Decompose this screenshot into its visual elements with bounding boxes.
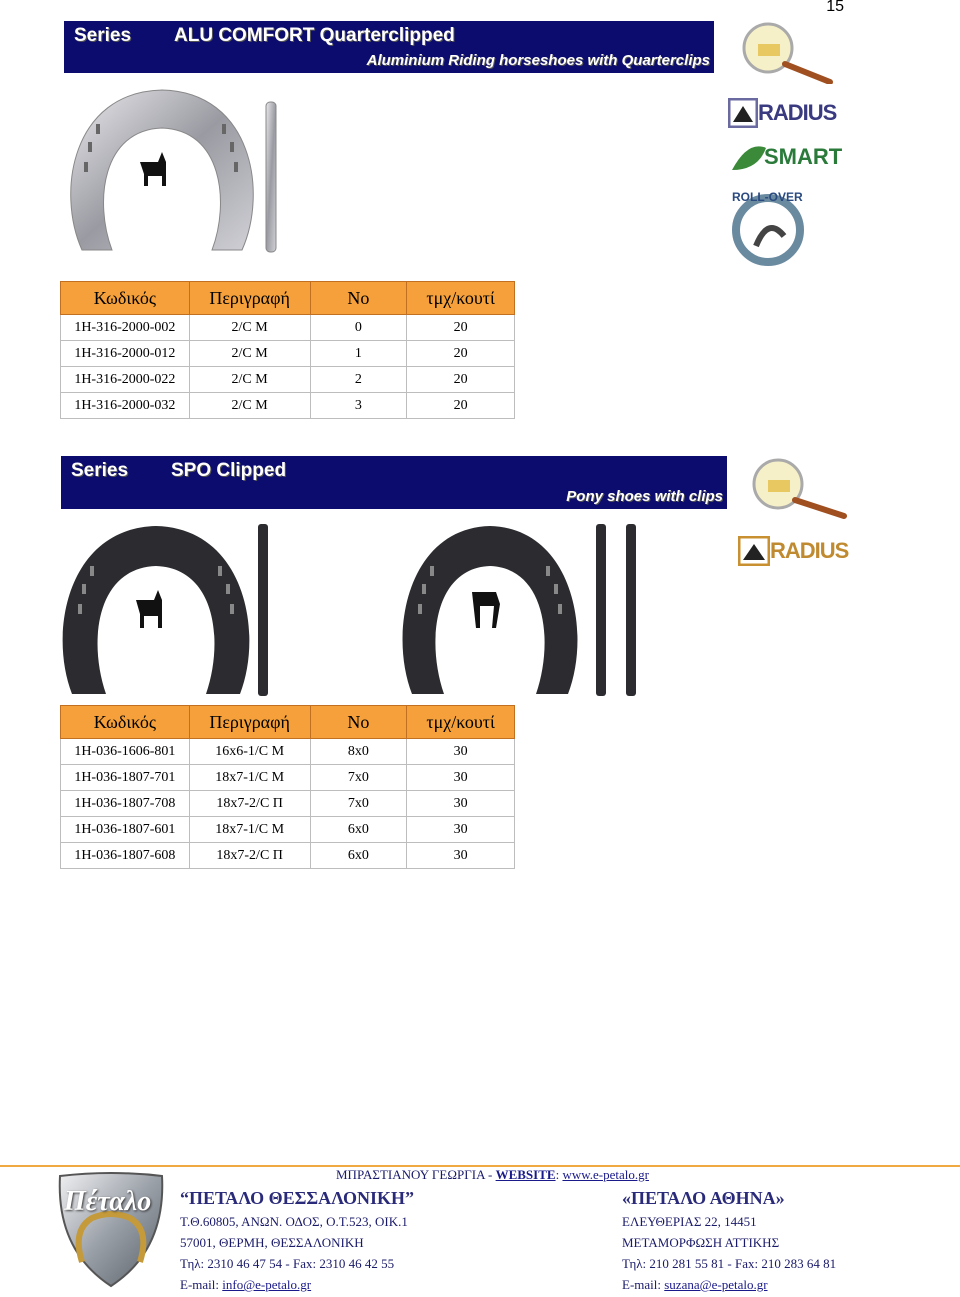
footer-top-line: ΜΠΡΑΣΤΙΑΝΟΥ ΓΕΩΡΓΙΑ - WEBSITE: www.e-petalo.gr xyxy=(336,1167,649,1182)
series-label: Series xyxy=(74,25,132,46)
footer-left-email: E-mail: info@e-petalo.gr xyxy=(180,1277,312,1292)
table-row: 1H-316-2000-002 2/C M 0 20 xyxy=(61,315,515,341)
header-code: Κωδικός xyxy=(61,706,190,739)
header-number: No xyxy=(310,706,407,739)
email-link[interactable]: suzana@e-petalo.gr xyxy=(664,1277,768,1292)
header-description: Περιγραφή xyxy=(189,282,310,315)
footer-right-address-2: ΜΕΤΑΜΟΡΦΩΣΗ ΑΤΤΙΚΗΣ xyxy=(622,1235,780,1250)
header-code: Κωδικός xyxy=(61,282,190,315)
footer-right-address-1: ΕΛΕΥΘΕΡΙΑΣ 22, 14451 xyxy=(622,1214,757,1229)
series-name: ALU COMFORT Quarterclipped xyxy=(174,25,455,46)
alu-comfort-table xyxy=(60,281,515,419)
smart-logo: SMART xyxy=(728,140,838,176)
pony-horseshoe-image-1 xyxy=(60,522,280,697)
series-name: SPO Clipped xyxy=(171,460,287,481)
radius-shoe-icon xyxy=(728,98,758,128)
magnifier-badge-icon xyxy=(740,450,850,520)
series-subtitle: Pony shoes with clips xyxy=(566,488,723,505)
table-row: 1H-036-1606-801 16x6-1/C M 8x0 30 xyxy=(61,739,515,765)
page-number: 15 xyxy=(826,0,844,15)
alu-horseshoe-image xyxy=(62,82,292,258)
footer-right-phone: Τηλ: 210 281 55 81 - Fax: 210 283 64 81 xyxy=(622,1256,837,1271)
table-row: 1H-036-1807-608 18x7-2/C Π 6x0 30 xyxy=(61,843,515,869)
website-link[interactable]: www.e-petalo.gr xyxy=(562,1167,649,1182)
series-banner-alu-comfort xyxy=(64,21,714,73)
roll-over-logo: ROLL-OVER xyxy=(726,186,810,270)
footer-left-phone: Τηλ: 2310 46 47 54 - Fax: 2310 46 42 55 xyxy=(180,1256,395,1271)
series-label: Series xyxy=(71,460,129,481)
petalo-logo: Πέταλο xyxy=(52,1170,170,1288)
header-pcs-per-box: τμχ/κουτί xyxy=(407,282,515,315)
email-link[interactable]: info@e-petalo.gr xyxy=(222,1277,312,1292)
table-row: 1H-316-2000-032 2/C M 3 20 xyxy=(61,393,515,419)
radius-shoe-icon xyxy=(738,536,770,566)
footer-right-title: «ΠΕΤΑΛΟ ΑΘΗΝΑ» xyxy=(622,1188,785,1208)
footer-left-title: “ΠΕΤΑΛΟ ΘΕΣΣΑΛΟΝΙΚΗ” xyxy=(180,1188,415,1208)
spo-clipped-table xyxy=(60,705,515,869)
series-banner-spo-clipped xyxy=(61,456,727,509)
header-description: Περιγραφή xyxy=(189,706,310,739)
website-label: WEBSITE xyxy=(495,1167,556,1182)
table-row: 1H-036-1807-708 18x7-2/C Π 7x0 30 xyxy=(61,791,515,817)
smart-leaf-icon xyxy=(728,140,768,176)
radius-logo: RADIUS xyxy=(738,536,852,568)
series-subtitle: Aluminium Riding horseshoes with Quarterclips xyxy=(366,52,710,69)
footer-right-email: E-mail: suzana@e-petalo.gr xyxy=(622,1277,768,1292)
footer-left-address-1: Τ.Θ.60805, ΑΝΩΝ. ΟΔΟΣ, Ο.Τ.523, ΟΙΚ.1 xyxy=(180,1214,408,1229)
footer-left-address-2: 57001, ΘΕΡΜΗ, ΘΕΣΣΑΛΟΝΙΚΗ xyxy=(180,1235,364,1250)
header-pcs-per-box: τμχ/κουτί xyxy=(407,706,515,739)
table-row: 1H-036-1807-601 18x7-1/C M 6x0 30 xyxy=(61,817,515,843)
magnifier-badge-icon xyxy=(730,14,840,84)
table-row: 1H-316-2000-012 2/C M 1 20 xyxy=(61,341,515,367)
table-row: 1H-036-1807-701 18x7-1/C M 7x0 30 xyxy=(61,765,515,791)
header-number: No xyxy=(310,282,407,315)
table-row: 1H-316-2000-022 2/C M 2 20 xyxy=(61,367,515,393)
pony-horseshoe-image-2 xyxy=(400,522,650,697)
radius-logo: RADIUS xyxy=(728,98,838,130)
